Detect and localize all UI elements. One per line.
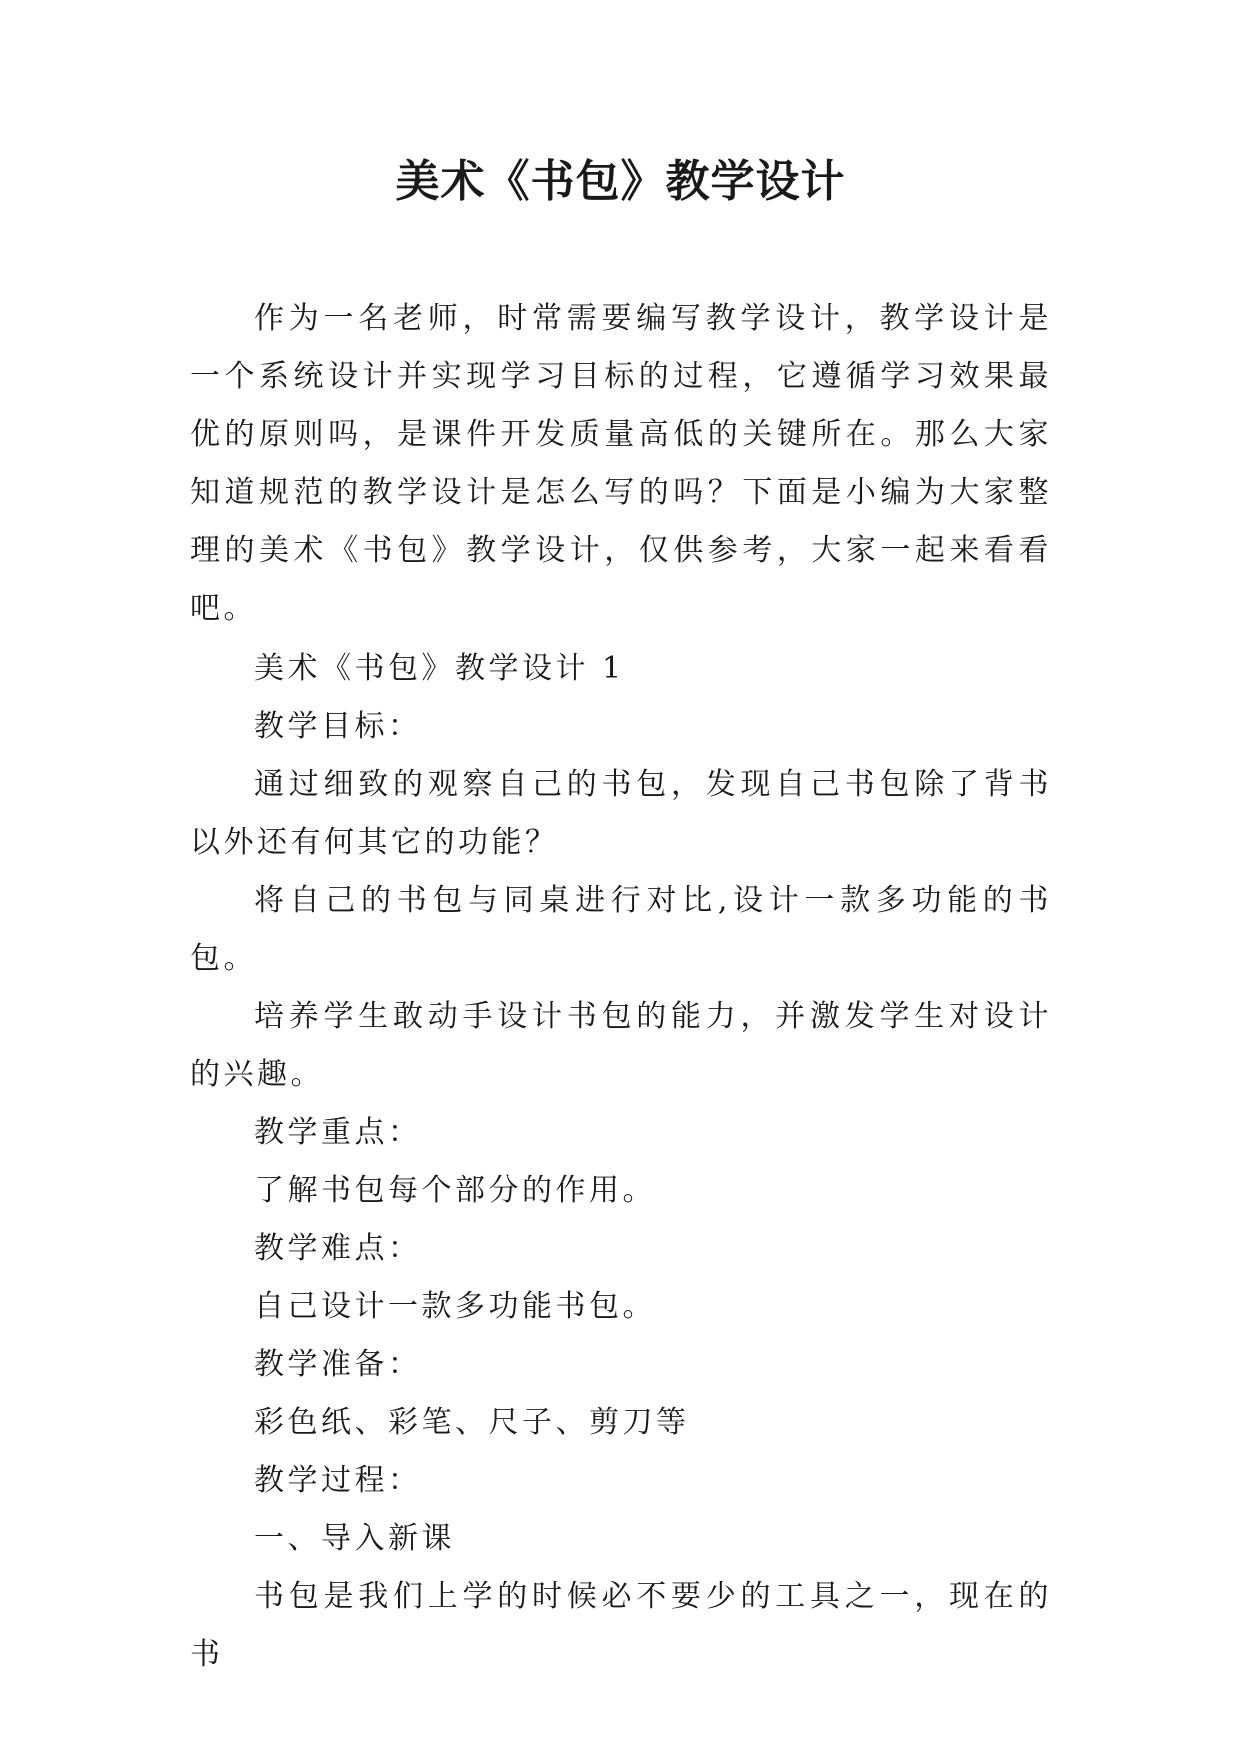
paragraph: 通过细致的观察自己的书包，发现自己书包除了背书以外还有何其它的功能？ <box>190 767 1052 860</box>
document-title: 美术《书包》教学设计 <box>395 156 846 207</box>
paragraph: 培养学生敢动手设计书包的能力，并激发学生对设计的兴趣。 <box>190 999 1052 1092</box>
label-difficulties: 教学难点： <box>254 1231 422 1266</box>
intro-paragraph: 作为一名老师，时常需要编写教学设计，教学设计是一个系统设计并实现学习目标的过程，它遵循学习效果最优的原则吗，是课件开发质量高低的关键所在。那么大家知道规范的教学设计是怎么写的吗？下面是小编为大家整理的美术《书包》教学设计，仅供参考，大家一起来看看吧。 <box>190 301 1052 626</box>
section-heading: 美术《书包》教学设计 1 <box>254 651 625 686</box>
paragraph: 书包是我们上学的时候必不要少的工具之一，现在的书 <box>190 1579 1052 1672</box>
paragraph: 自己设计一款多功能书包。 <box>254 1289 656 1324</box>
paragraph: 将自己的书包与同桌进行对比,设计一款多功能的书包。 <box>190 883 1052 976</box>
section-block <box>190 640 1052 1684</box>
intro-block <box>190 290 1052 638</box>
subheading: 一、导入新课 <box>254 1521 455 1556</box>
label-process: 教学过程： <box>254 1463 422 1498</box>
label-key-points: 教学重点： <box>254 1115 422 1150</box>
label-preparation: 教学准备： <box>254 1347 422 1382</box>
paragraph: 了解书包每个部分的作用。 <box>254 1173 656 1208</box>
paragraph: 彩色纸、彩笔、尺子、剪刀等 <box>254 1405 690 1440</box>
label-objectives: 教学目标： <box>254 709 422 744</box>
